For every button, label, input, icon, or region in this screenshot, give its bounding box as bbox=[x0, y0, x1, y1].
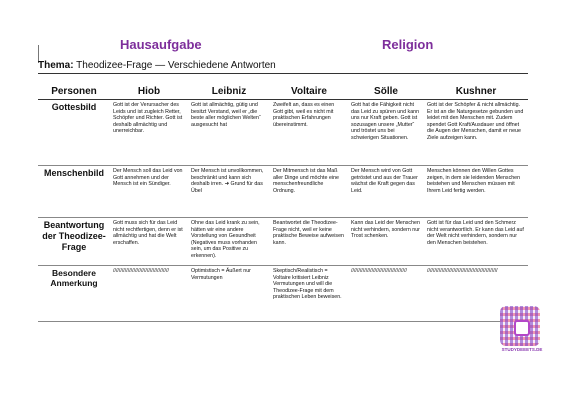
table-cell: Der Mensch wird von Gott getröstet und aus der Trauer wächst die Kraft gegen das Leid. bbox=[348, 166, 424, 218]
row-label: Menschenbild bbox=[38, 166, 110, 218]
qr-code-image bbox=[500, 306, 540, 346]
column-header: Voltaire bbox=[270, 84, 348, 100]
table-row bbox=[38, 218, 528, 266]
table-cell: Kann das Leid der Menschen nicht verhindern, sondern nur Trost schenken. bbox=[348, 218, 424, 266]
table-cell: Beantwortet die Theodizee-Frage nicht, weil er keine praktische Beweise aufweisen kann. bbox=[270, 218, 348, 266]
table-cell: Gott ist der Verursacher des Leids und ist zugleich Retter, Schöpfer und Richter. Gott ist deshalb allmächtig und unerreichbar. bbox=[110, 100, 188, 166]
brand-label: STUDYDEEETS.DE bbox=[501, 347, 543, 352]
table-cell: Zweifelt an, dass es einen Gott gibt, weil es nicht mit praktischen Erfahrungen übereinstimmt. bbox=[270, 100, 348, 166]
comparison-table bbox=[38, 84, 528, 322]
table-cell: Ohne das Leid krank zu sein, hätten wir eine andere Vorstellung von Gesundheit (Negatives muss vorhanden sein, um das Positive zu erkennen). bbox=[188, 218, 270, 266]
table-cell: Der Mensch soll das Leid von Gott annehmen und der Mensch ist ein Sündiger. bbox=[110, 166, 188, 218]
row-label: Besondere Anmerkung bbox=[38, 266, 110, 322]
table-cell: Gott hat die Fähigkeit nicht das Leid zu spüren und kann uns nur Kraft geben. Gott ist sozusagen unsere „Mutter“ und tröstet uns bei schwierigen Situationen. bbox=[348, 100, 424, 166]
table-cell: Menschen können den Willen Gottes zeigen, in dem sie leidenden Menschen beistehen und Menschen müssen mit Ihrem Leid fertig werden. bbox=[424, 166, 528, 218]
column-header: Hiob bbox=[110, 84, 188, 100]
topic-text: Theodizee-Frage — Verschiedene Antworten bbox=[76, 60, 276, 71]
qr-code[interactable] bbox=[500, 306, 544, 356]
column-header: Personen bbox=[38, 84, 110, 100]
table-cell: Der Mitmensch ist das Maß aller Dinge und möchte eine menschenfreundliche Ordnung. bbox=[270, 166, 348, 218]
table-row bbox=[38, 100, 528, 166]
table-cell: Gott muss sich für das Leid nicht rechtfertigen, denn er ist allmächtig und hat die Welt erschaffen. bbox=[110, 218, 188, 266]
table-cell: Der Mensch ist unvollkommen, beschränkt und kann sich deshalb irren. ➜ Grund für das Übel bbox=[188, 166, 270, 218]
table-row bbox=[38, 166, 528, 218]
column-header: Leibniz bbox=[188, 84, 270, 100]
table-cell: Optimistisch = Äußert nur Vermutungen bbox=[188, 266, 270, 322]
topic-underline bbox=[38, 73, 528, 74]
topic-label: Thema: bbox=[38, 60, 74, 71]
column-header: Sölle bbox=[348, 84, 424, 100]
column-header: Kushner bbox=[424, 84, 528, 100]
homework-title: Hausaufgabe bbox=[120, 37, 202, 52]
table-cell: Gott ist allmächtig, gütig und besitzt Verstand, weil er „die beste aller möglichen Welten“ ausgesucht hat bbox=[188, 100, 270, 166]
table-cell: Gott ist der Schöpfer & nicht allmächtig. Er ist an die Naturgesetze gebunden und leidet mit den Menschen mit. Zudem spendet Gott Kraft/Ausdauer und öffnet die Augen der Menschen, damit er neue Ziele aufzeigen kann. bbox=[424, 100, 528, 166]
row-label: Beantwortung der Theodizee-Frage bbox=[38, 218, 110, 266]
subject-title: Religion bbox=[382, 37, 434, 52]
table-cell: ////////////////////////////////////// bbox=[348, 266, 424, 322]
table-cell: //////////////////////////////////////////////// bbox=[424, 266, 528, 322]
table-cell: ////////////////////////////////////// bbox=[110, 266, 188, 322]
table-header-row bbox=[38, 84, 528, 100]
row-label: Gottesbild bbox=[38, 100, 110, 166]
table-cell: Gott ist für das Leid und den Schmerz nicht verantwortlich. Er kann das Leid auf der Welt nicht verhindern, sondern nur den Menschen beistehen. bbox=[424, 218, 528, 266]
table-cell: Skeptisch/Realistisch = Voltaire kritisiert Leibniz Vermutungen und will die Theodizee-Frage mit dem praktischen Leben beweisen. bbox=[270, 266, 348, 322]
table-row bbox=[38, 266, 528, 322]
topic-line-text bbox=[38, 60, 276, 71]
